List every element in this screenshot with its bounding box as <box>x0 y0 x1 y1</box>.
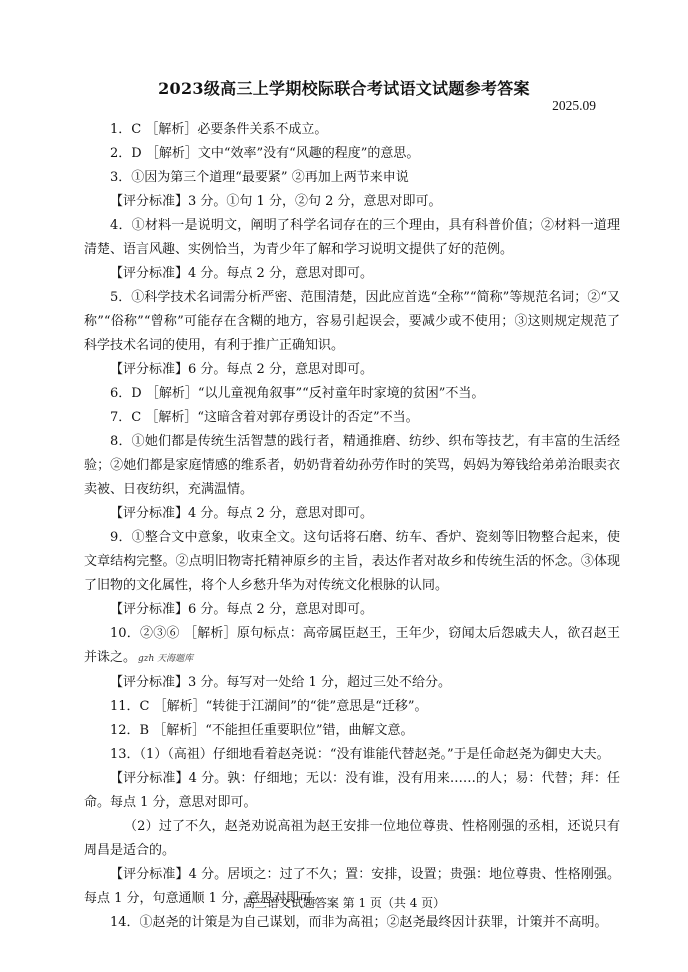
scoring-standard: 【评分标准】3 分。每写对一处给 1 分，超过三处不给分。 <box>110 675 451 690</box>
answer-item: 4．①材料一是说明文，阐明了科学名词存在的三个理由，具有科普价值；②材料一道理清楚、语言风趣、实例恰当，为青少年了解和学习说明文提供了好的范例。 <box>84 218 620 257</box>
page-footer: 高三语文试题答案 第 1 页（共 4 页） <box>242 896 446 910</box>
scoring-standard: 【评分标准】3 分。①句 1 分，②句 2 分，意思对即可。 <box>110 194 442 209</box>
answer-item: 6．D ［解析］“以儿童视角叙事”“反衬童年时家境的贫困”不当。 <box>110 386 485 401</box>
answer-text: 10．②③⑥ ［解析］原句标点：高帝属臣赵王，王年少，窃闻太后怨戚夫人，欲召赵王并诛之。 <box>84 626 620 665</box>
answer-item: （2）过了不久，赵尧劝说高祖为赵王安排一位地位尊贵、性格刚强的丞相，还说只有周昌是适合的。 <box>84 819 620 858</box>
scoring-standard: 【评分标准】4 分。每点 2 分，意思对即可。 <box>110 506 373 521</box>
answer-content <box>84 118 620 935</box>
answer-item: 1．C ［解析］必要条件关系不成立。 <box>110 122 328 137</box>
answer-item: 12．B ［解析］“不能担任重要职位”错，曲解文意。 <box>110 723 414 738</box>
scoring-standard: 【评分标准】6 分。每点 2 分，意思对即可。 <box>110 362 373 377</box>
answer-item: 5．①科学技术名词需分析严密、范围清楚，因此应首选“全称”“简称”等规范名词；②“又称”“俗称”“曾称”可能存在含糊的地方，容易引起误会，要减少或不使用；③这则规定规范了科学技术名词的使用，有利于推广正确知识。 <box>84 290 620 353</box>
scoring-standard: 【评分标准】4 分。居顷之：过了不久；置：安排，设置；贵强：地位尊贵、性格刚强。每点 1 分，句意通顺 1 分，意思对即可。 <box>84 867 620 906</box>
answer-item: 7．C ［解析］“这暗含着对郭存勇设计的否定”不当。 <box>110 410 419 425</box>
answer-item: 11．C ［解析］“转徙于江湖间”的“徙”意思是“迁移”。 <box>110 699 428 714</box>
scoring-standard: 【评分标准】4 分。孰：仔细地；无以：没有谁，没有用来……的人；易：代替；拜：任命。每点 1 分，意思对即可。 <box>84 771 620 810</box>
answer-item: 9．①整合文中意象，收束全文。这句话将石磨、纺车、香炉、瓷刻等旧物整合起来，使文章结构完整。②点明旧物寄托精神原乡的主旨，表达作者对故乡和传统生活的怀念。③体现了旧物的文化属性，将个人乡愁升华为对传统文化根脉的认同。 <box>84 530 620 593</box>
exam-date: 2025.09 <box>552 98 596 113</box>
answer-item: 14．①赵尧的计策是为自己谋划，而非为高祖；②赵尧最终因计获罪，计策并不高明。 <box>110 915 608 930</box>
answer-item: 8．①她们都是传统生活智慧的践行者，精通推磨、纺纱、织布等技艺，有丰富的生活经验；②她们都是家庭情感的维系者，奶奶背着幼孙劳作时的笑骂，妈妈为筹钱给弟弟治眼卖衣卖被、日夜纺织，充满温情。 <box>84 434 620 497</box>
scoring-standard: 【评分标准】4 分。每点 2 分，意思对即可。 <box>110 266 373 281</box>
answer-item: 3．①因为第三个道理“最要紧” ②再加上两节来申说 <box>110 170 409 185</box>
answer-item <box>84 622 620 671</box>
answer-item: 2．D ［解析］文中“效率”没有“风趣的程度”的意思。 <box>110 146 420 161</box>
watermark-note: gzh 天海题库 <box>138 654 194 664</box>
page-title: 2023级高三上学期校际联合考试语文试题参考答案 <box>158 79 530 98</box>
answer-item: 13．（1）（高祖）仔细地看着赵尧说：“没有谁能代替赵尧。”于是任命赵尧为御史大夫。 <box>110 747 610 762</box>
scoring-standard: 【评分标准】6 分。每点 2 分，意思对即可。 <box>110 602 373 617</box>
